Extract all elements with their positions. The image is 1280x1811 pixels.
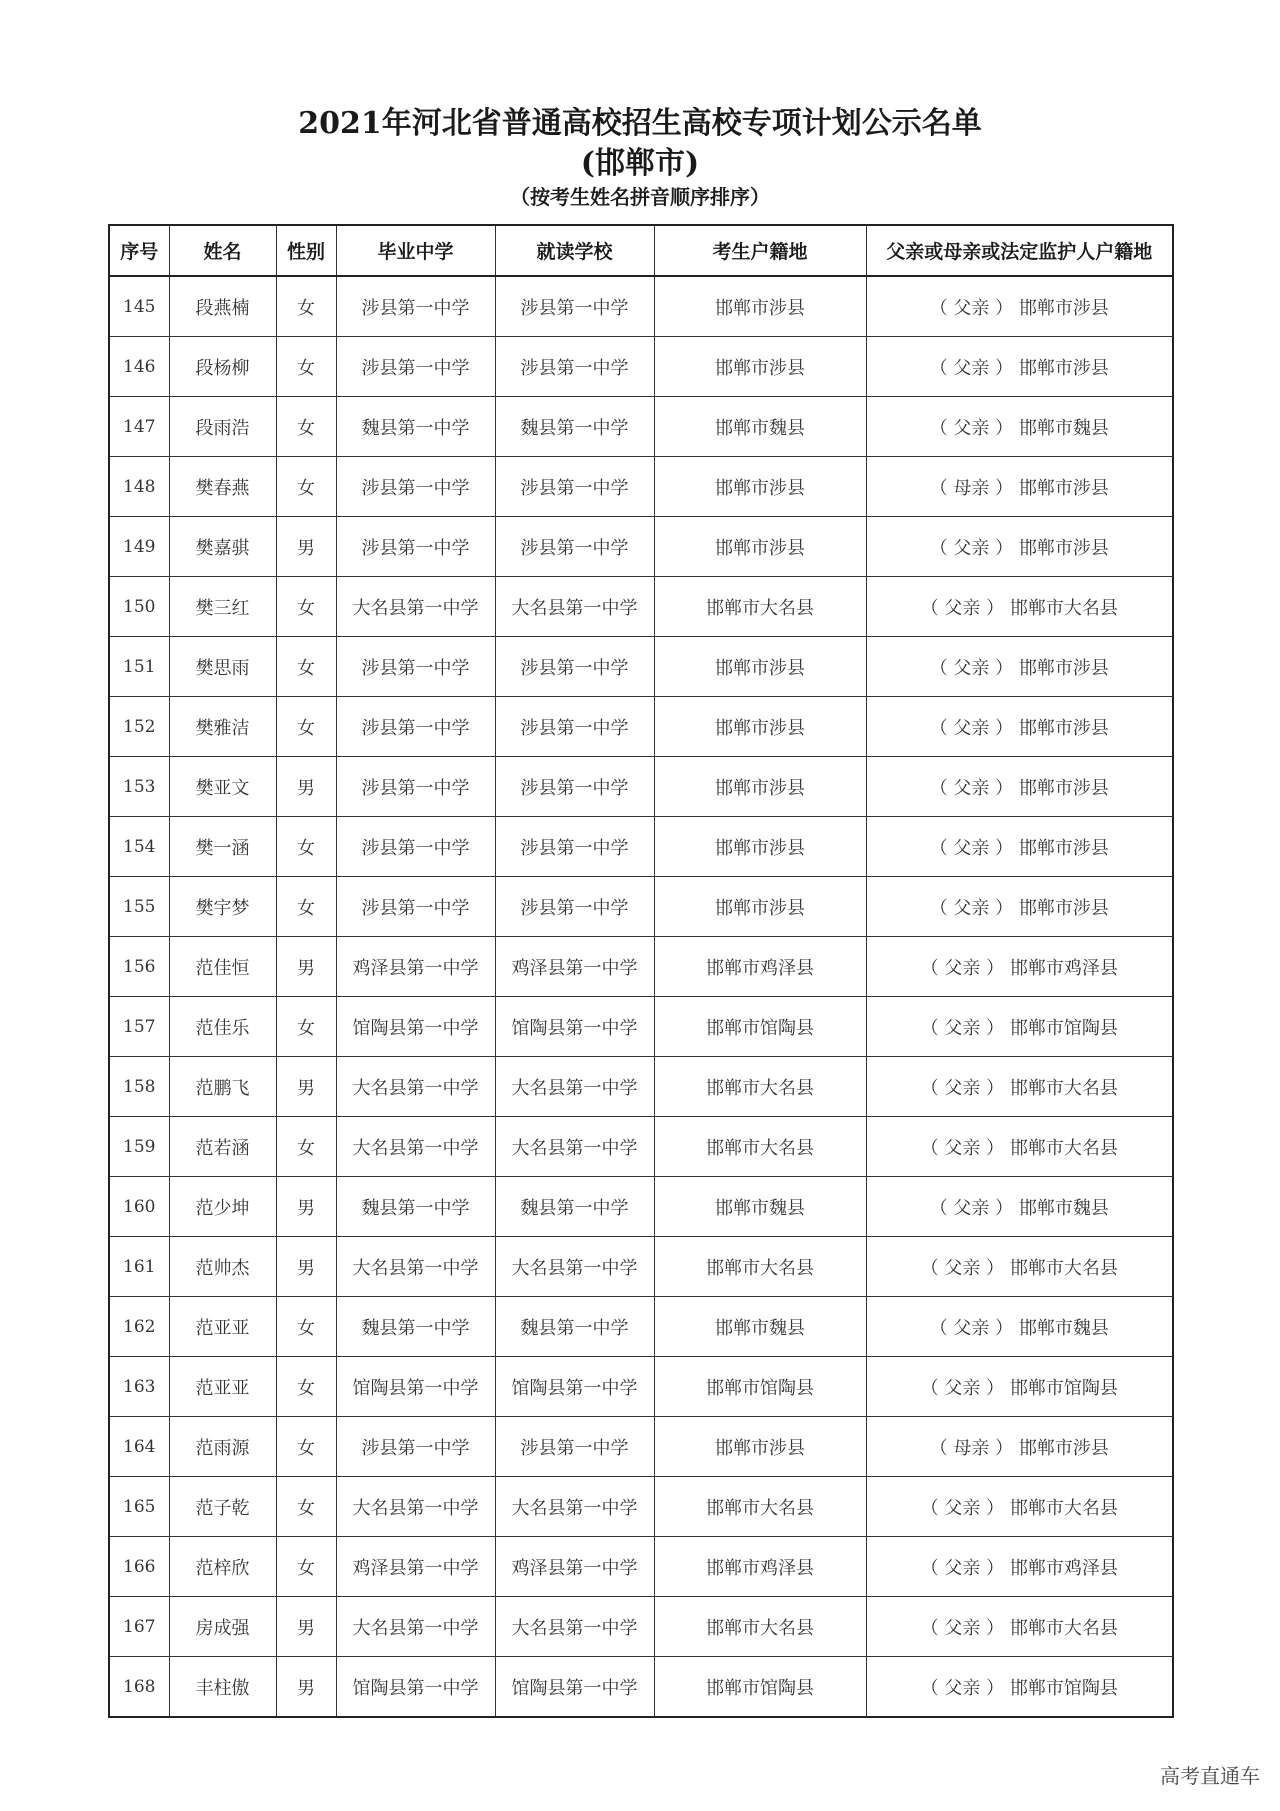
cell-gender: 女 [276, 1357, 336, 1417]
cell-student-domicile: 邯郸市魏县 [654, 397, 866, 457]
cell-guardian-domicile: （ 父亲 ） 邯郸市涉县 [866, 757, 1173, 817]
cell-seq: 159 [109, 1117, 169, 1177]
cell-guardian-domicile: （ 父亲 ） 邯郸市涉县 [866, 517, 1173, 577]
cell-name: 樊嘉骐 [169, 517, 276, 577]
cell-gender: 男 [276, 1597, 336, 1657]
sort-note: （按考生姓名拼音顺序排序） [510, 185, 770, 209]
cell-seq: 165 [109, 1477, 169, 1537]
cell-guardian-domicile: （ 父亲 ） 邯郸市涉县 [866, 817, 1173, 877]
cell-guardian-domicile: （ 母亲 ） 邯郸市涉县 [866, 1417, 1173, 1477]
cell-graduated-school: 涉县第一中学 [336, 457, 495, 517]
cell-gender: 男 [276, 1237, 336, 1297]
cell-graduated-school: 涉县第一中学 [336, 697, 495, 757]
table-row [109, 1417, 1173, 1477]
table-row [109, 577, 1173, 637]
cell-name: 范佳恒 [169, 937, 276, 997]
table-row [109, 937, 1173, 997]
cell-gender: 男 [276, 937, 336, 997]
cell-seq: 149 [109, 517, 169, 577]
cell-graduated-school: 大名县第一中学 [336, 1117, 495, 1177]
cell-graduated-school: 鸡泽县第一中学 [336, 937, 495, 997]
cell-gender: 女 [276, 1297, 336, 1357]
cell-gender: 女 [276, 997, 336, 1057]
cell-current-school: 大名县第一中学 [495, 1057, 654, 1117]
cell-guardian-domicile: （ 父亲 ） 邯郸市涉县 [866, 877, 1173, 937]
cell-guardian-domicile: （ 父亲 ） 邯郸市涉县 [866, 697, 1173, 757]
cell-student-domicile: 邯郸市大名县 [654, 1117, 866, 1177]
table-row [109, 1177, 1173, 1237]
cell-current-school: 大名县第一中学 [495, 577, 654, 637]
roster-table [108, 224, 1174, 1718]
cell-student-domicile: 邯郸市涉县 [654, 276, 866, 337]
cell-guardian-domicile: （ 母亲 ） 邯郸市涉县 [866, 457, 1173, 517]
table-row [109, 1477, 1173, 1537]
cell-gender: 女 [276, 577, 336, 637]
cell-current-school: 涉县第一中学 [495, 757, 654, 817]
cell-graduated-school: 涉县第一中学 [336, 757, 495, 817]
cell-guardian-domicile: （ 父亲 ） 邯郸市涉县 [866, 637, 1173, 697]
header-name: 姓名 [169, 225, 276, 276]
cell-current-school: 馆陶县第一中学 [495, 1357, 654, 1417]
cell-gender: 男 [276, 1177, 336, 1237]
cell-seq: 151 [109, 637, 169, 697]
cell-student-domicile: 邯郸市馆陶县 [654, 1657, 866, 1718]
cell-name: 范佳乐 [169, 997, 276, 1057]
table-row [109, 1657, 1173, 1718]
cell-gender: 女 [276, 877, 336, 937]
cell-student-domicile: 邯郸市涉县 [654, 637, 866, 697]
cell-student-domicile: 邯郸市大名县 [654, 1477, 866, 1537]
cell-seq: 146 [109, 337, 169, 397]
cell-seq: 161 [109, 1237, 169, 1297]
cell-seq: 163 [109, 1357, 169, 1417]
cell-current-school: 大名县第一中学 [495, 1117, 654, 1177]
cell-gender: 女 [276, 637, 336, 697]
cell-name: 樊春燕 [169, 457, 276, 517]
table-body [109, 276, 1173, 1717]
cell-seq: 154 [109, 817, 169, 877]
cell-graduated-school: 魏县第一中学 [336, 1177, 495, 1237]
page-title: 2021年河北省普通高校招生高校专项计划公示名单 [298, 106, 982, 141]
cell-guardian-domicile: （ 父亲 ） 邯郸市馆陶县 [866, 1357, 1173, 1417]
cell-seq: 153 [109, 757, 169, 817]
cell-student-domicile: 邯郸市涉县 [654, 697, 866, 757]
cell-current-school: 魏县第一中学 [495, 397, 654, 457]
cell-seq: 168 [109, 1657, 169, 1718]
cell-guardian-domicile: （ 父亲 ） 邯郸市涉县 [866, 337, 1173, 397]
cell-guardian-domicile: （ 父亲 ） 邯郸市大名县 [866, 1057, 1173, 1117]
cell-seq: 147 [109, 397, 169, 457]
cell-current-school: 鸡泽县第一中学 [495, 937, 654, 997]
cell-graduated-school: 涉县第一中学 [336, 337, 495, 397]
cell-name: 范子乾 [169, 1477, 276, 1537]
header-seq: 序号 [109, 225, 169, 276]
cell-seq: 150 [109, 577, 169, 637]
cell-name: 樊思雨 [169, 637, 276, 697]
cell-seq: 156 [109, 937, 169, 997]
table-row [109, 517, 1173, 577]
cell-graduated-school: 涉县第一中学 [336, 877, 495, 937]
table-row [109, 997, 1173, 1057]
cell-name: 范若涵 [169, 1117, 276, 1177]
cell-seq: 155 [109, 877, 169, 937]
cell-guardian-domicile: （ 父亲 ） 邯郸市大名县 [866, 1117, 1173, 1177]
cell-name: 樊雅洁 [169, 697, 276, 757]
cell-guardian-domicile: （ 父亲 ） 邯郸市涉县 [866, 276, 1173, 337]
cell-gender: 女 [276, 697, 336, 757]
cell-student-domicile: 邯郸市涉县 [654, 877, 866, 937]
cell-current-school: 大名县第一中学 [495, 1597, 654, 1657]
cell-graduated-school: 涉县第一中学 [336, 276, 495, 337]
table-row [109, 276, 1173, 337]
cell-seq: 167 [109, 1597, 169, 1657]
cell-current-school: 大名县第一中学 [495, 1477, 654, 1537]
cell-graduated-school: 涉县第一中学 [336, 517, 495, 577]
cell-student-domicile: 邯郸市魏县 [654, 1297, 866, 1357]
table-header-row [109, 225, 1173, 276]
cell-guardian-domicile: （ 父亲 ） 邯郸市大名县 [866, 1597, 1173, 1657]
cell-graduated-school: 魏县第一中学 [336, 397, 495, 457]
cell-student-domicile: 邯郸市魏县 [654, 1177, 866, 1237]
cell-name: 樊三红 [169, 577, 276, 637]
cell-student-domicile: 邯郸市鸡泽县 [654, 1537, 866, 1597]
cell-current-school: 涉县第一中学 [495, 1417, 654, 1477]
header-graduated-school: 毕业中学 [336, 225, 495, 276]
table-row [109, 337, 1173, 397]
cell-seq: 148 [109, 457, 169, 517]
cell-name: 范梓欣 [169, 1537, 276, 1597]
cell-student-domicile: 邯郸市涉县 [654, 757, 866, 817]
cell-gender: 女 [276, 457, 336, 517]
cell-graduated-school: 涉县第一中学 [336, 637, 495, 697]
cell-name: 樊一涵 [169, 817, 276, 877]
cell-student-domicile: 邯郸市涉县 [654, 517, 866, 577]
table-row [109, 397, 1173, 457]
cell-guardian-domicile: （ 父亲 ） 邯郸市大名县 [866, 577, 1173, 637]
cell-graduated-school: 大名县第一中学 [336, 1237, 495, 1297]
table-row [109, 877, 1173, 937]
cell-name: 段杨柳 [169, 337, 276, 397]
cell-graduated-school: 魏县第一中学 [336, 1297, 495, 1357]
table-row [109, 817, 1173, 877]
cell-guardian-domicile: （ 父亲 ） 邯郸市大名县 [866, 1237, 1173, 1297]
cell-gender: 女 [276, 1537, 336, 1597]
cell-current-school: 涉县第一中学 [495, 817, 654, 877]
header-gender: 性别 [276, 225, 336, 276]
cell-gender: 男 [276, 757, 336, 817]
cell-student-domicile: 邯郸市馆陶县 [654, 997, 866, 1057]
cell-graduated-school: 馆陶县第一中学 [336, 1357, 495, 1417]
cell-name: 段燕楠 [169, 276, 276, 337]
cell-guardian-domicile: （ 父亲 ） 邯郸市馆陶县 [866, 1657, 1173, 1718]
cell-seq: 145 [109, 276, 169, 337]
cell-guardian-domicile: （ 父亲 ） 邯郸市馆陶县 [866, 997, 1173, 1057]
header-current-school: 就读学校 [495, 225, 654, 276]
cell-seq: 162 [109, 1297, 169, 1357]
cell-graduated-school: 大名县第一中学 [336, 1597, 495, 1657]
table-row [109, 1117, 1173, 1177]
table-row [109, 1357, 1173, 1417]
cell-current-school: 涉县第一中学 [495, 276, 654, 337]
cell-guardian-domicile: （ 父亲 ） 邯郸市鸡泽县 [866, 1537, 1173, 1597]
cell-graduated-school: 涉县第一中学 [336, 1417, 495, 1477]
cell-name: 范鹏飞 [169, 1057, 276, 1117]
cell-guardian-domicile: （ 父亲 ） 邯郸市鸡泽县 [866, 937, 1173, 997]
cell-gender: 男 [276, 1057, 336, 1117]
cell-student-domicile: 邯郸市大名县 [654, 1597, 866, 1657]
cell-graduated-school: 大名县第一中学 [336, 1477, 495, 1537]
cell-gender: 女 [276, 276, 336, 337]
cell-guardian-domicile: （ 父亲 ） 邯郸市魏县 [866, 1297, 1173, 1357]
cell-current-school: 魏县第一中学 [495, 1177, 654, 1237]
cell-name: 樊宇梦 [169, 877, 276, 937]
cell-guardian-domicile: （ 父亲 ） 邯郸市魏县 [866, 397, 1173, 457]
cell-graduated-school: 馆陶县第一中学 [336, 997, 495, 1057]
header-guardian-domicile: 父亲或母亲或法定监护人户籍地 [866, 225, 1173, 276]
cell-graduated-school: 涉县第一中学 [336, 817, 495, 877]
cell-current-school: 馆陶县第一中学 [495, 1657, 654, 1718]
cell-graduated-school: 大名县第一中学 [336, 1057, 495, 1117]
cell-current-school: 涉县第一中学 [495, 457, 654, 517]
cell-current-school: 馆陶县第一中学 [495, 997, 654, 1057]
roster-table-container [108, 224, 1172, 1718]
cell-gender: 女 [276, 817, 336, 877]
table-row [109, 1297, 1173, 1357]
watermark-text: 高考直通车 [1160, 1764, 1260, 1788]
cell-seq: 160 [109, 1177, 169, 1237]
table-row [109, 1237, 1173, 1297]
cell-graduated-school: 鸡泽县第一中学 [336, 1537, 495, 1597]
cell-name: 樊亚文 [169, 757, 276, 817]
cell-graduated-school: 大名县第一中学 [336, 577, 495, 637]
cell-gender: 男 [276, 1657, 336, 1718]
cell-guardian-domicile: （ 父亲 ） 邯郸市魏县 [866, 1177, 1173, 1237]
cell-student-domicile: 邯郸市大名县 [654, 577, 866, 637]
cell-current-school: 大名县第一中学 [495, 1237, 654, 1297]
cell-student-domicile: 邯郸市大名县 [654, 1057, 866, 1117]
cell-current-school: 涉县第一中学 [495, 697, 654, 757]
cell-current-school: 涉县第一中学 [495, 877, 654, 937]
cell-seq: 152 [109, 697, 169, 757]
cell-current-school: 涉县第一中学 [495, 517, 654, 577]
cell-graduated-school: 馆陶县第一中学 [336, 1657, 495, 1718]
cell-current-school: 涉县第一中学 [495, 637, 654, 697]
cell-student-domicile: 邯郸市馆陶县 [654, 1357, 866, 1417]
cell-name: 房成强 [169, 1597, 276, 1657]
table-row [109, 457, 1173, 517]
cell-name: 范雨源 [169, 1417, 276, 1477]
cell-current-school: 魏县第一中学 [495, 1297, 654, 1357]
table-row [109, 697, 1173, 757]
cell-gender: 女 [276, 397, 336, 457]
cell-name: 范亚亚 [169, 1297, 276, 1357]
table-row [109, 637, 1173, 697]
page-subtitle: (邯郸市) [580, 146, 700, 181]
cell-gender: 女 [276, 1477, 336, 1537]
cell-current-school: 鸡泽县第一中学 [495, 1537, 654, 1597]
cell-guardian-domicile: （ 父亲 ） 邯郸市大名县 [866, 1477, 1173, 1537]
cell-name: 范帅杰 [169, 1237, 276, 1297]
cell-student-domicile: 邯郸市涉县 [654, 1417, 866, 1477]
cell-seq: 166 [109, 1537, 169, 1597]
cell-seq: 157 [109, 997, 169, 1057]
cell-gender: 男 [276, 517, 336, 577]
cell-gender: 女 [276, 1117, 336, 1177]
cell-current-school: 涉县第一中学 [495, 337, 654, 397]
cell-seq: 164 [109, 1417, 169, 1477]
cell-student-domicile: 邯郸市鸡泽县 [654, 937, 866, 997]
table-row [109, 1597, 1173, 1657]
cell-name: 范少坤 [169, 1177, 276, 1237]
cell-gender: 女 [276, 1417, 336, 1477]
cell-gender: 女 [276, 337, 336, 397]
cell-name: 范亚亚 [169, 1357, 276, 1417]
cell-student-domicile: 邯郸市涉县 [654, 817, 866, 877]
cell-student-domicile: 邯郸市涉县 [654, 337, 866, 397]
cell-student-domicile: 邯郸市大名县 [654, 1237, 866, 1297]
cell-seq: 158 [109, 1057, 169, 1117]
header-student-domicile: 考生户籍地 [654, 225, 866, 276]
cell-student-domicile: 邯郸市涉县 [654, 457, 866, 517]
table-row [109, 1057, 1173, 1117]
cell-name: 段雨浩 [169, 397, 276, 457]
table-row [109, 757, 1173, 817]
table-row [109, 1537, 1173, 1597]
cell-name: 丰柱傲 [169, 1657, 276, 1718]
